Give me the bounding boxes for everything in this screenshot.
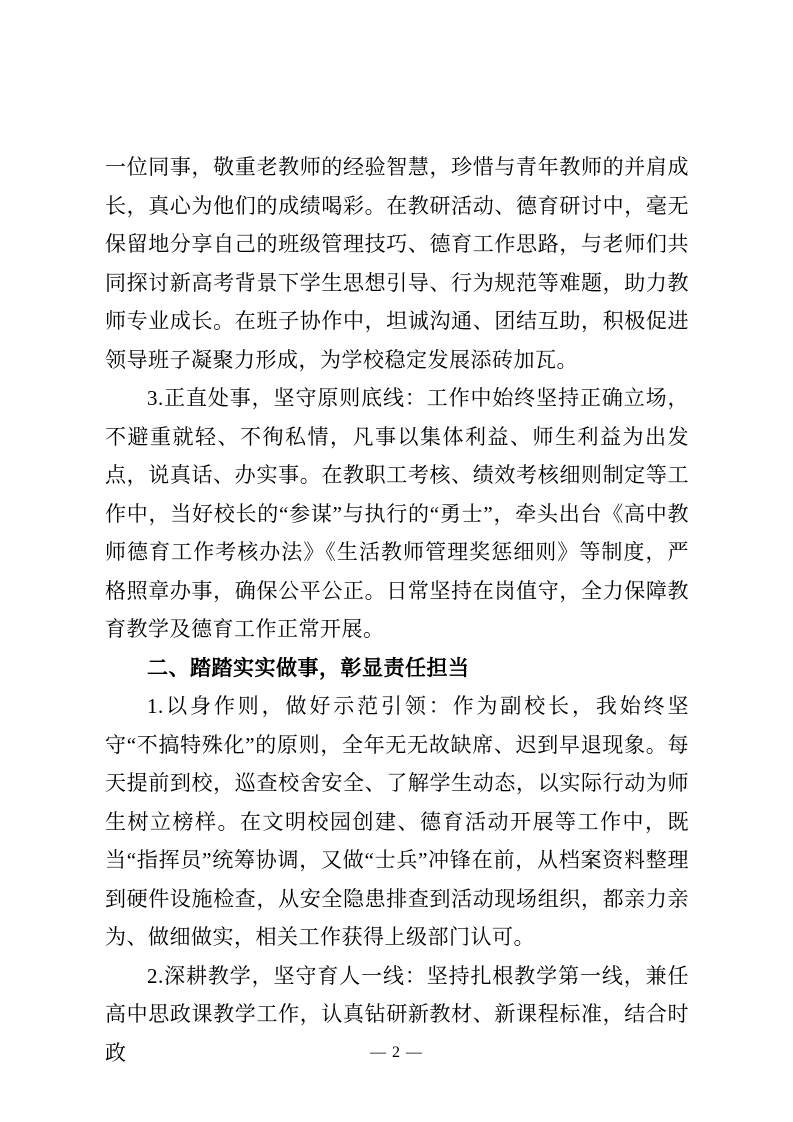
document-body — [105, 148, 689, 1072]
paragraph-item-1: 1.以身作则，做好示范引领：作为副校长，我始终坚守“不搞特殊化”的原则，全年无无故缺席、迟到早退现象。每天提前到校，巡查校舍安全、了解学生动态，以实际行动为师生树立榜样。在文明校园创建、德育活动开展等工作中，既当“指挥员”统筹协调，又做“士兵”冲锋在前，从档案资料整理到硬件设施检查，从安全隐患排查到活动现场组织，都亲力亲为、做细做实，相关工作获得上级部门认可。 — [105, 694, 689, 949]
paragraph-continuation: 一位同事，敬重老教师的经验智慧，珍惜与青年教师的并肩成长，真心为他们的成绩喝彩。在教研活动、德育研讨中，毫无保留地分享自己的班级管理技巧、德育工作思路，与老师们共同探讨新高考背景下学生思想引导、行为规范等难题，助力教师专业成长。在班子协作中，坦诚沟通、团结互助，积极促进领导班子凝聚力形成，为学校稳定发展添砖加瓦。 — [105, 155, 689, 372]
section-heading-2: 二、踏踏实实做事，彰显责任担当 — [147, 655, 470, 680]
paragraph-item-2: 2.深耕教学，坚守育人一线：坚持扎根教学第一线，兼任高中思政课教学工作，认真钻研新教材、新课程标准，结合时政 — [105, 963, 689, 1065]
paragraph-item-3: 3.正直处事，坚守原则底线：工作中始终坚持正确立场，不避重就轻、不徇私情，凡事以集体利益、师生利益为出发点，说真话、办实事。在教职工考核、绩效考核细则制定等工作中，当好校长的“参谋”与执行的“勇士”，牵头出台《高中教师德育工作考核办法》《生活教师管理奖惩细则》等制度，严格照章办事，确保公平公正。日常坚持在岗值守，全力保障教育教学及德育工作正常开展。 — [105, 386, 689, 641]
page-number: — 2 — — [370, 1044, 423, 1061]
